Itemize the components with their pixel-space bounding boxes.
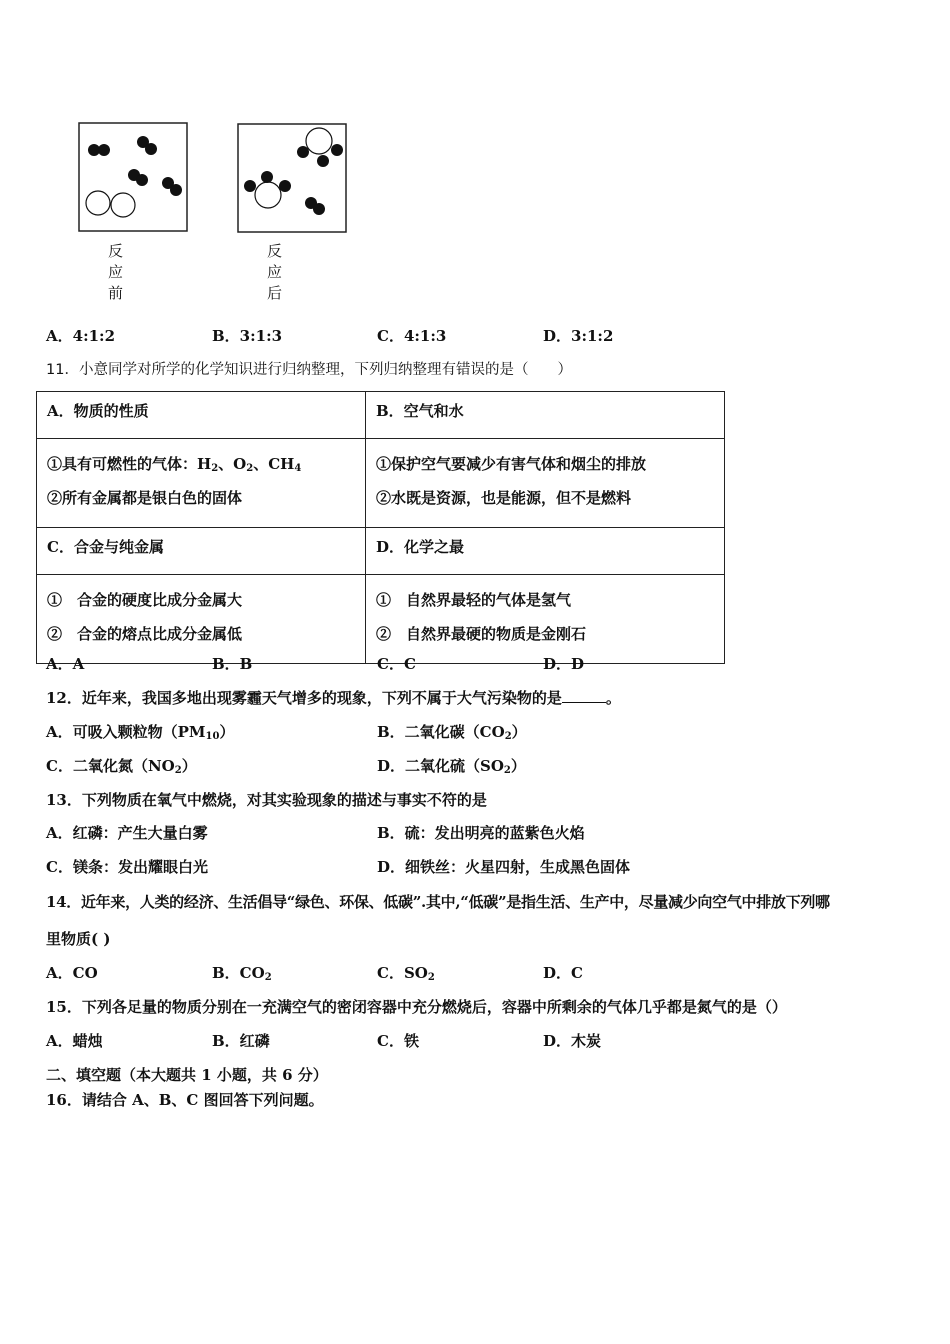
after-label: 反应后	[267, 242, 283, 302]
q10-option-a[interactable]: A．4:1:2	[46, 327, 116, 345]
q13-stem: 13．下列物质在氧气中燃烧，对其实验现象的描述与事实不符的是	[46, 791, 487, 809]
black-atom	[170, 184, 182, 196]
black-atom	[317, 155, 329, 167]
white-atom	[306, 128, 332, 154]
cell-c-head: C．合金与纯金属	[37, 528, 366, 575]
q13-option-a[interactable]: A．红磷：产生大量白雾	[46, 824, 208, 842]
black-atom	[279, 180, 291, 192]
black-atom	[313, 203, 325, 215]
black-atom	[98, 144, 110, 156]
cell-d-head: D．化学之最	[366, 528, 725, 575]
q14-option-d[interactable]: D．C	[543, 964, 583, 982]
after-reaction-box	[237, 123, 347, 235]
black-atom	[331, 144, 343, 156]
b-line1: ①保护空气要减少有害气体和烟尘的排放	[376, 455, 647, 473]
before-reaction-box	[78, 122, 188, 234]
cell-d-body	[366, 575, 725, 664]
q13-option-d[interactable]: D．细铁丝：火星四射，生成黑色固体	[377, 858, 631, 876]
q14-option-a[interactable]: A．CO	[46, 964, 98, 982]
black-atom	[244, 180, 256, 192]
q10-option-c[interactable]: C．4:1:3	[377, 327, 447, 345]
q15-option-b[interactable]: B．红磷	[212, 1032, 270, 1050]
white-atom	[255, 182, 281, 208]
q15-option-a[interactable]: A．蜡烛	[46, 1032, 103, 1050]
section-title: 二、填空题（本大题共 1 小题，共 6 分）	[46, 1066, 328, 1084]
q16-stem: 16．请结合 A、B、C 图回答下列问题。	[46, 1091, 324, 1109]
q14-option-c[interactable]: C．$SO_2$	[377, 964, 435, 983]
a-line2: ②所有金属都是银白色的固体	[47, 489, 243, 507]
cell-a-body	[37, 439, 366, 528]
q14-stem-line1: 14．近年来，人类的经济、生活倡导“绿色、环保、低碳”.其中,“低碳”是指生活、生产中，尽量减少向空气中排放下列哪	[46, 893, 830, 911]
q10-option-d[interactable]: D．3:1:2	[543, 327, 614, 345]
d-line2: ② 自然界最硬的物质是金刚石	[376, 625, 587, 643]
white-atom	[86, 191, 110, 215]
q14-stem-line2: 里物质( )	[46, 930, 111, 948]
q11-stem: 11．小意同学对所学的化学知识进行归纳整理，下列归纳整理有错误的是（ ）	[46, 362, 572, 378]
b-line2: ②水既是资源，也是能源，但不是燃料	[376, 489, 632, 507]
c-line1: ① 合金的硬度比成分金属大	[47, 591, 243, 609]
cell-b-head: B．空气和水	[366, 392, 725, 439]
q12-option-b[interactable]: B．二氧化碳$(CO_2)$	[377, 723, 527, 742]
q12-option-a[interactable]: A．可吸入颗粒物$(PM_{10})$	[46, 723, 235, 742]
q13-option-b[interactable]: B．硫：发出明亮的蓝紫色火焰	[377, 824, 585, 842]
answer-blank[interactable]	[562, 688, 606, 703]
q11-option-c[interactable]: C．C	[377, 655, 416, 673]
q12-stem: 12．近年来，我国多地出现雾霾天气增多的现象，下列不属于大气污染物的是 。	[46, 689, 621, 707]
q14-option-b[interactable]: B．$CO_2$	[212, 964, 272, 983]
d-line1: ① 自然界最轻的气体是氢气	[376, 591, 572, 609]
q13-option-c[interactable]: C．镁条：发出耀眼白光	[46, 858, 208, 876]
black-atom	[145, 143, 157, 155]
white-atom	[111, 193, 135, 217]
q15-stem: 15．下列各足量的物质分别在一充满空气的密闭容器中充分燃烧后，容器中所剩余的气体几乎都是氮气的是（）	[46, 998, 787, 1016]
q11-option-d[interactable]: D．D	[543, 655, 585, 673]
q15-option-d[interactable]: D．木炭	[543, 1032, 602, 1050]
q11-option-b[interactable]: B．B	[212, 655, 253, 673]
black-atom	[136, 174, 148, 186]
c-line2: ② 合金的熔点比成分金属低	[47, 625, 243, 643]
q11-table	[36, 391, 725, 664]
cell-c-body	[37, 575, 366, 664]
cell-b-body	[366, 439, 725, 528]
q10-option-b[interactable]: B．3:1:3	[212, 327, 283, 345]
black-atom	[297, 146, 309, 158]
a-line1: ①具有可燃性的气体：$H_2$、$O_2$、$CH_4$	[47, 455, 302, 474]
cell-a-head: A．物质的性质	[37, 392, 366, 439]
black-atom	[261, 171, 273, 183]
q12-option-c[interactable]: C．二氧化氮$(NO_2)$	[46, 757, 197, 776]
before-label: 反应前	[108, 242, 124, 302]
q12-option-d[interactable]: D．二氧化硫$(SO_2)$	[377, 757, 526, 776]
q11-option-a[interactable]: A．A	[46, 655, 85, 673]
q15-option-c[interactable]: C．铁	[377, 1032, 419, 1050]
